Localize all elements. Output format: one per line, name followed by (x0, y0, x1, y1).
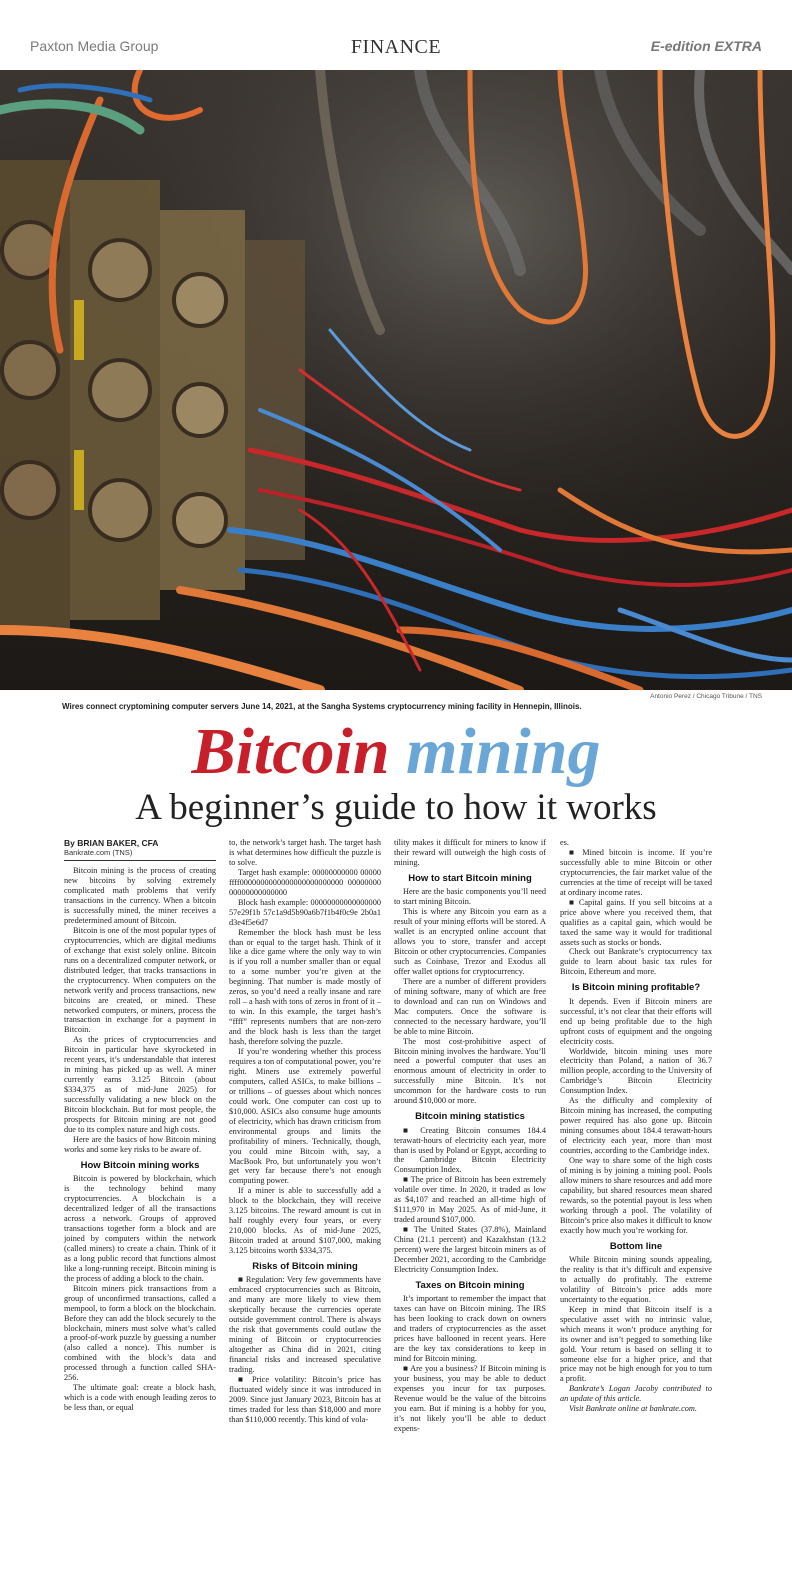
section-heading: How to start Bitcoin mining (408, 872, 532, 884)
paragraph: Bitcoin is one of the most popular types of cryptocurrencies, which are digital mediums of exchange that exist solely online. Bitcoin runs on a decentralized computer network, or distributed ledger, that tracks transactions in the cryptocurrency. When computers on the network verify and process transactions, new bitcoins are created, or mined. These networked computers, or miners, process the transaction in exchange for a payment in Bitcoin. (64, 925, 216, 1035)
lead-photo (0, 70, 792, 690)
contributor-note: Bankrate’s Logan Jacoby contributed to an update of this article. (560, 1384, 712, 1404)
section-heading: Taxes on Bitcoin mining (415, 1279, 525, 1291)
headline-word-mining: mining (406, 715, 601, 788)
paragraph: As the difficulty and complexity of Bitcoin mining has increased, the computing power required has also gone up. Bitcoin mining consumes about 184.4 terawatt-hours of electricity each year, more than most countries, according to the Cambridge index. (560, 1096, 712, 1156)
paragraph: ■ The price of Bitcoin has been extremely volatile over time. In 2020, it traded as low as $4,107 and reached an all-time high of $111,970 in May 2025. As of mid-June, it traded around $107,000. (394, 1175, 546, 1225)
masthead (30, 36, 762, 62)
paragraph: It’s important to remember the impact that taxes can have on Bitcoin mining. The IRS has been looking to crack down on owners and traders of cryptocurrencies as the asset prices have ballooned in recent years. Here are the key tax considerations to keep in mind for Bitcoin mining. (394, 1294, 546, 1364)
paragraph: Target hash example: 00000000000 00000ffff0000000000000000000000000 0000000000000000000000 (229, 867, 381, 897)
paragraph: to, the network’s target hash. The target hash is what determines how difficult the puzzle is to solve. (229, 838, 381, 867)
paragraph: This is where any Bitcoin you earn as a result of your mining efforts will be stored. A wallet is an encrypted online account that allows you to store, transfer and accept Bitcoin or other cryptocurrencies. Companies such as Coinbase, Trezor and Exodus all offer wallet options for cryptocurrency. (394, 907, 546, 976)
section-heading: Bottom line (609, 1240, 663, 1252)
edition-label: E-edition EXTRA (650, 38, 762, 54)
paragraph: If you’re wondering whether this process requires a ton of computational power, you’re right. Miners use extremely powerful computers, called ASICs, to make billions – or trillions – of guesses about which nonces could work. One computer can cost up to $10,000. ASICs also consume huge amounts of electricity, which has drawn criticism from environmental groups and limits the profitability of miners. Technically, though, you could mine Bitcoin with, say, a MacBook Pro, but unfortunately you won’t get very far because there’s not enough computing power. (229, 1047, 381, 1186)
paragraph: Remember the block hash must be less than or equal to the target hash. Think of it like a dice game where the only way to win is if you roll a number smaller than or equal to a some number you’re given at the beginning. That number is made mostly of zeros, so you’d need a really insane and rare roll – a hash with tons of zeros in front of it – to win. In this example, the target hash’s “ffff” represents numbers that are non-zero and the block hash is less than the target hash, therefore solving the puzzle. (229, 927, 381, 1047)
paragraph: ■ The United States (37.8%), Mainland China (21.1 percent) and Kazakhstan (13.2 percent) were the largest bitcoin miners as of December 2021, according to the Cambridge Electricity Consumption Index. (394, 1225, 546, 1274)
paragraph: The ultimate goal: create a block hash, which is a code with enough leading zeros to be less than, or equal (64, 1383, 216, 1413)
article-column-2 (229, 838, 381, 1425)
headline-word-bitcoin: Bitcoin (191, 715, 390, 788)
paragraph: Bitcoin miners pick transactions from a group of unconfirmed transactions, called a mempool, to form a block on the blockchain. Before they can add the block securely to the blockchain, miners must solve what’s called a proof-of-work puzzle by guessing a number (also called a nonce). This number is combined with the block’s data and processed through a function called SHA-256. (64, 1283, 216, 1383)
section-heading: Is Bitcoin mining profitable? (571, 982, 701, 994)
paragraph: Keep in mind that Bitcoin itself is a speculative asset with no intrinsic value, which means it won’t produce anything for its owner and isn’t pegged to something like gold. Your return is based on selling it to someone else for a higher price, and that price may not be high enough for you to turn a profit. (560, 1304, 712, 1384)
paragraph: ■ Price volatility: Bitcoin’s price has fluctuated widely since it was introduced in 2009. Since just January 2023, Bitcoin has at times traded for less than $18,000 and more than $110,000 recently. This kind of vola- (229, 1374, 381, 1424)
section-heading: Bitcoin mining statistics (415, 1111, 525, 1123)
paragraph: ■ Creating Bitcoin consumes 184.4 terawatt-hours of electricity each year, more than is used by Poland or Egypt, according to the Cambridge Bitcoin Electricity Consumption Index. (394, 1125, 546, 1175)
paragraph: Block hash example: 0000000000000000057e29f1b 57c1a9d5b90a6b7f1b4f0c9e 2b0a1d3e4f5e6d7 (229, 897, 381, 927)
paragraph: es. (560, 838, 569, 847)
paragraph: One way to share some of the high costs of mining is by joining a mining pool. Pools allow miners to share resources and add more capability, but shared resources mean shared rewards, so the potential payout is less when working through a pool. The volatility of Bitcoin’s price also makes it difficult to know exactly how much you’re working for. (560, 1155, 712, 1235)
subheadline: A beginner’s guide to how it works (135, 787, 657, 828)
section-heading: How Bitcoin mining works (80, 1159, 200, 1171)
paragraph: As the prices of cryptocurrencies and Bitcoin in particular have skyrocketed in recent years, it’s understandable that interest in mining has picked up as well. A miner currently earns 3.125 Bitcoin (about $334,375 as of mid-June 2025) for successfully validating a new block on the Bitcoin blockchain. But for most people, the prospects for Bitcoin mining are not good due to its complex nature and high costs. (64, 1035, 216, 1134)
website-note: Visit Bankrate online at bankrate.com. (569, 1404, 697, 1414)
paragraph: ■ Regulation: Very few governments have embraced cryptocurrencies such as Bitcoin, and many are more likely to view them skeptically because the currencies operate outside government control. There is always the risk that governments could outlaw the mining of Bitcoin or cryptocurrencies altogether as China did in 2021, citing financial risks and increased speculative trading. (229, 1275, 381, 1374)
server-wires-illustration (0, 70, 792, 690)
publisher-name: Paxton Media Group (30, 38, 159, 54)
photo-credit: Antonio Perez / Chicago Tribune / TNS (650, 693, 762, 700)
paragraph: Bitcoin is powered by blockchain, which is the technology behind many cryptocurrencies. A blockchain is a decentralized ledger of all the transactions across a network. Groups of approved transactions together form a block and are joined by computers within the network (called miners) to create a chain. Think of it as a long public record that functions almost like a long-running receipt. Bitcoin mining is the process of adding a block to the chain. (64, 1174, 216, 1283)
paragraph: Here are the basics of how Bitcoin mining works and some key risks to be aware of. (64, 1134, 216, 1154)
paragraph: ■ Mined bitcoin is income. If you’re successfully able to mine Bitcoin or other cryptocurrencies, the fair market value of the currencies at the time of receipt will be taxed at ordinary income rates. (560, 847, 712, 897)
photo-caption: Wires connect cryptomining computer servers June 14, 2021, at the Sangha Systems cryptocurrency mining facility in Hennepin, Illinois. (62, 702, 582, 711)
paragraph: Check out Bankrate’s cryptocurrency tax guide to learn about basic tax rules for Bitcoin, Ethereum and more. (560, 947, 712, 977)
article-column-1 (64, 838, 216, 1413)
paragraph: If a miner is able to successfully add a block to the blockchain, they will receive 3.125 bitcoins. The reward amount is cut in half roughly every four years, or every 210,000 blocks. As of mid-June 2025, Bitcoin traded at around $107,000, making 3.125 bitcoins worth $334,375. (229, 1186, 381, 1256)
paragraph: tility makes it difficult for miners to know if their reward will outweigh the high costs of mining. (394, 838, 546, 867)
paragraph: While Bitcoin mining sounds appealing, the reality is that it’s difficult and expensive to actually do profitably. The extreme volatility of Bitcoin’s price adds more uncertainty to the equation. (560, 1255, 712, 1304)
paragraph: ■ Capital gains. If you sell bitcoins at a price above where you received them, that qualifies as a capital gain, which would be taxed the same way it would for traditional assets such as stocks or bonds. (560, 897, 712, 947)
paragraph: ■ Are you a business? If Bitcoin mining is your business, you may be able to deduct expenses you incur for tax purposes. Revenue would be the value of the bitcoins you earn. But if mining is a hobby for you, it’s not likely you’ll be able to deduct expens- (394, 1363, 546, 1433)
article-source: Bankrate.com (TNS) (64, 848, 216, 861)
article-column-3 (394, 838, 546, 1434)
paragraph: There are a number of different providers of mining software, many of which are free to download and can run on Windows and Mac computers. Once the software is connected to the necessary hardware, you’ll be able to mine Bitcoin. (394, 976, 546, 1036)
byline: By BRIAN BAKER, CFA (64, 838, 159, 848)
section-heading: Risks of Bitcoin mining (252, 1261, 358, 1273)
paragraph: Bitcoin mining is the process of creating new bitcoins by solving extremely complicated math problems that verify transactions in the currency. When a bitcoin is successfully mined, the miner receives a predetermined amount of Bitcoin. (64, 866, 216, 925)
paragraph: Worldwide, bitcoin mining uses more electricity than Poland, a nation of 36.7 million people, according to the University of Cambridge’s Bitcoin Electricity Consumption Index. (560, 1046, 712, 1096)
section-title: FINANCE (350, 36, 442, 58)
article-column-4 (560, 838, 712, 1414)
paragraph: The most cost-prohibitive aspect of Bitcoin mining involves the hardware. You’ll need a powerful computer that uses an enormous amount of electricity in order to successfully mine Bitcoin. It’s not uncommon for the hardware costs to run around $10,000 or more. (394, 1036, 546, 1106)
headline (0, 716, 792, 789)
paragraph: Here are the basic components you’ll need to start mining Bitcoin. (394, 887, 546, 907)
paragraph: It depends. Even if Bitcoin miners are successful, it’s not clear that their efforts will end up being profitable due to the high upfront costs of equipment and the ongoing electricity costs. (560, 996, 712, 1046)
